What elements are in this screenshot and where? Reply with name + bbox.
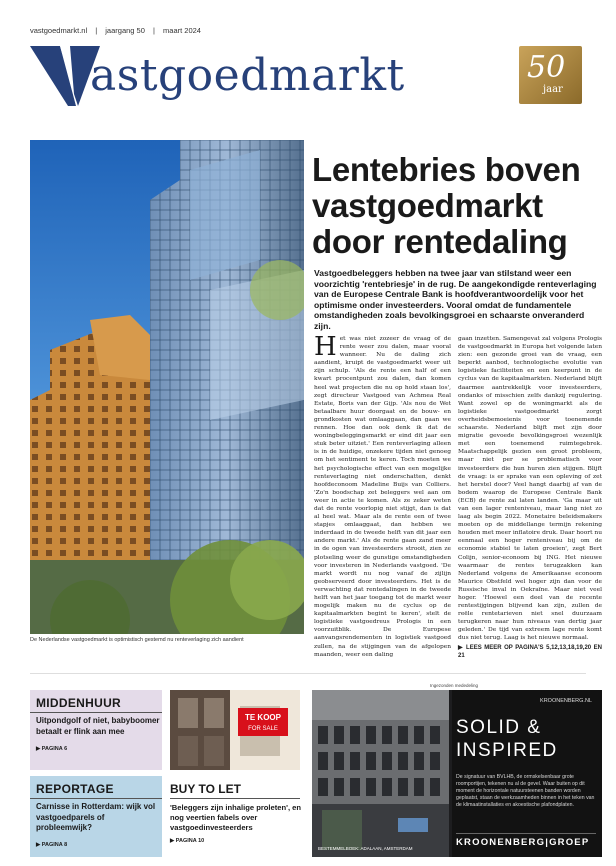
teaser-buytolet-text[interactable]: 'Beleggers zijn inhalige proleten', en nog veertien fabels over vastgoedinvesteerders bbox=[170, 803, 302, 832]
section-divider bbox=[30, 673, 586, 674]
ad-brand-rule bbox=[456, 833, 596, 834]
hero-caption: De Nederlandse vastgoedmarkt is optimistisch gestemd nu renteverlaging zich aandient bbox=[30, 637, 244, 643]
read-more-label[interactable]: LEES MEER OP PAGINA'S 5,12,13,18,19,20 EN 21 bbox=[458, 644, 602, 659]
edition-number: jaargang 50 bbox=[105, 26, 145, 35]
teaser-buytolet-title: BUY TO LET bbox=[170, 782, 241, 796]
ad-slogan: SOLID & INSPIRED bbox=[456, 717, 558, 761]
separator: | bbox=[152, 26, 155, 35]
teaser-page-ref: ▶ PAGINA 10 bbox=[170, 838, 205, 844]
ad-website[interactable]: KROONENBERG.NL bbox=[540, 698, 592, 704]
teaser-title: REPORTAGE bbox=[36, 782, 114, 796]
main-headline: Lentebries boven vastgoedmarkt door rentedaling bbox=[312, 151, 581, 260]
masthead bbox=[30, 46, 502, 106]
sign-line-2: FOR SALE bbox=[248, 726, 278, 732]
column-2-text: gaan inzetten. Samengevat zal volgens Prologis de vastgoedmarkt in Europa het volgende laten zien: een gezonde groei van de vraag, een beperkt aanbod, technologische evolutie van logistieke faciliteiten en een keerpunt in de cyclus van de kapitaalmarkten. Nederland blijft daarmee aantrekkelijk voor investeerders, ondanks of misschien zelfs dankzij regulering. Want zowel op de woningmarkt als de logistieke vastgoedmarkt zorgt overheidsbemoeienis voor toenemende schaarste. Nederland blijft met zijn door migratie gevoede bevolkingsgroei wezenlijk met een toenemend ruimtegebrek. Maatschappelijk gezien een groot probleem, maar niet per se problematisch voor investeerders die hun huren zien stijgen. Blijft de vraag: is er sprake van een opleving of zet het herstel door? Veel hangt daarbij af van de bodem waarop de Europese Centrale Bank (ECB) de rente zal laten landen. 'Ga maar uit van een lager renteniveau, maar lang niet zo laag als begin 2022. Monetaire beleidsmakers moeten op de middellange termijn rekening houden met meer inflatoire druk. Daar hoort nu eenmaal een hoger renteniveau bij om de economie stabiel te laten groeien', zegt Bert Colijn, senior-econoom bij ING. Het nieuwe waarmaar de rentes terugzakken kan Nederland volgens de Amerikaanse econoom Maurice Obstfeld wel hoger zijn dan voor de Russische inval in Oekraïne. Maar niet veel hoger. 'Hoewel een deel van de recente rentestijgingen blijvend kan zijn, zullen de reële rentetarieven niet snel duurzaam terugkeren naar hun niveaus van dertig jaar geleden.' De tijd van extreem lage rente komt dus niet terug. Laag is het nieuwe normaal. bbox=[458, 336, 602, 642]
title-rule bbox=[30, 712, 162, 713]
ad-body-text: De signatuur van BVLHB, de ormskelsenbaar grote roomportijen, tekenen nu al de gevel. Waar buiten op dit moment de horizontale natuursteenen banden worden geplaatst, staan de werkzaamheden binnen in het teken van de klimaatinstallaties en akoestische plafondplaten. bbox=[456, 774, 595, 808]
badge-word: jaar bbox=[543, 84, 563, 95]
ad-text-panel bbox=[452, 690, 602, 857]
issue-date: maart 2024 bbox=[163, 26, 201, 35]
masthead-title: astgoedmarkt bbox=[90, 50, 405, 101]
teaser-page-ref: ▶ PAGINA 6 bbox=[36, 746, 68, 752]
edition-line bbox=[30, 26, 207, 35]
title-rule bbox=[170, 798, 300, 799]
kroonenberg-advertisement[interactable] bbox=[312, 690, 602, 857]
sign-line-1: TE KOOP bbox=[244, 713, 282, 722]
article-lead: Vastgoedbeleggers hebben na twee jaar van stilstand weer een voorzichtig 'rentebriesje' in de rug. De aangekondigde renteverlaging van de Europese Centrale Bank is hoofdverantwoordelijk voor het optimisme onder investeerders. Vooral omdat de fundamentele omstandigheden zoals bevolkingsgroei en schaarste onveranderd zijn. bbox=[314, 268, 597, 331]
article-column-1 bbox=[314, 332, 451, 659]
ad-building-illustration bbox=[312, 690, 449, 857]
title-rule bbox=[30, 798, 162, 799]
teaser-text[interactable]: Uitpondgolf of niet, babyboomer betaalt er flink aan mee bbox=[36, 716, 160, 736]
hero-illustration bbox=[30, 140, 304, 634]
anniversary-badge bbox=[519, 46, 582, 104]
teaser-text[interactable]: Carnisse in Rotterdam: wijk vol vastgoedparels of probleemwijk? bbox=[36, 802, 156, 832]
teaser-middenhuur[interactable] bbox=[30, 690, 162, 770]
teaser-title: MIDDENHUUR bbox=[36, 696, 121, 710]
ad-label: Ingezonden mededeling bbox=[430, 683, 479, 688]
hero-photo bbox=[30, 140, 304, 634]
read-more-link[interactable]: ▶ LEES MEER OP PAGINA'S 5,12,13,18,19,20 EN 21 bbox=[458, 644, 602, 659]
dropcap: H bbox=[314, 332, 337, 362]
site-url[interactable]: vastgoedmarkt.nl bbox=[30, 26, 88, 35]
article-column-2 bbox=[458, 335, 602, 660]
teaser-page-ref: ▶ PAGINA 8 bbox=[36, 842, 68, 848]
badge-number: 50 bbox=[527, 50, 566, 85]
ad-brand-logo: KROONENBERG|GROEP bbox=[456, 837, 590, 848]
for-sale-photo bbox=[170, 690, 300, 770]
column-1-text: et was niet zozeer de vraag of de rente weer zou dalen, maar vooral wanneer. Nu de daling zich aandient, kruipt de vastgoedmarkt weer uit zijn schulp. 'Als de rente een half of een kwart procentpunt zou dalen, dan komen heel wat projecten die nu op hold staan los', zegt directeur Vastgoed van Achmea Real Estate, Boris van der Gijp. 'Als nou de Wet betaalbare huur doorgaat en de bouw- en grondkosten wat omlaaggaan, dan gaan we rennen. Hoe dan ook denk ik dat de woningbeleggingsmarkt er eind dit jaar een stuk beter uitziet.' Een renteverlaging alleen is in de huidige, onzekere tijden niet genoeg om het sentiment te keren. Toch moeten we het psychologische effect van een mogelijke renteverlaging niet onderschatten, denkt hoofdeconoom Madeline Buijs van Colliers. 'Zo'n boodschap zet beleggers wel aan om weer in actie te komen. Als ze zeker weten dat de rente voorlopig niet stijgt, dan is dat al heel wat. Maar als de rente een of twee stapjes omlaaggaat, dan hebben we inderdaad in de tweede helft van dit jaar een andere markt.' Als de rente gaan zand meer in de ogen van investeerders strooit, zien ze plotseling weer de gunstige omstandigheden voor investeren in Nederlands vastgoed. 'De markt wordt nu nog vanaf de zijlijn geobserveerd door investeerders. Het is de verwachting dat rentedalingen in de tweede helft van het jaar toegang tot de markt weer mogelijk maken nu de cyclus op de kapitaalmarkten begint te keren', stelt de logistieke vastgoedreus Prologis in een voorzuitblik. De Europese aanvangsrendementen in logistiek vastgoed zullen, na de stijgingen van de afgelopen maanden, weer een daling bbox=[314, 336, 451, 658]
separator: | bbox=[95, 26, 98, 35]
for-sale-illustration bbox=[170, 690, 300, 770]
teaser-reportage[interactable] bbox=[30, 776, 162, 857]
ad-building-photo bbox=[312, 690, 449, 857]
ad-photo-caption: BESTEMMELBOEK: ADALAAN, AMSTERDAM bbox=[318, 846, 413, 851]
